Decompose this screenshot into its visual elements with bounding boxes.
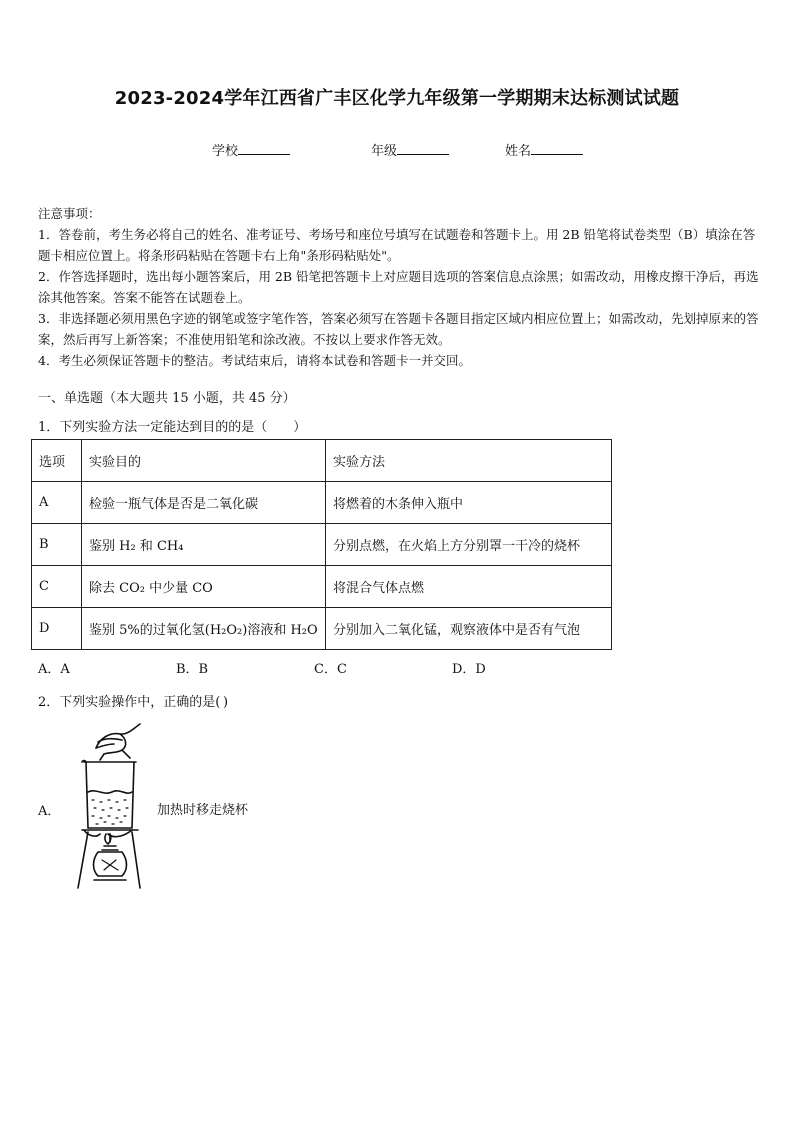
table-cell: 除去 CO₂ 中少量 CO xyxy=(82,566,326,608)
beaker-on-tripod-with-alcohol-lamp-icon xyxy=(74,720,156,896)
name-field xyxy=(505,140,583,159)
note-item: 2．作答选择题时，选出每小题答案后，用 2B 铅笔把答题卡上对应题目选项的答案信息点涂黑；如需改动，用橡皮擦干净后，再选涂其他答案。答案不能答在试题卷上。 xyxy=(38,269,759,305)
choice-d[interactable]: D．D xyxy=(452,662,486,677)
choice-a[interactable]: A．A xyxy=(38,662,70,677)
table-header-row xyxy=(32,440,612,482)
note-item: 3．非选择题必须用黑色字迹的钢笔或签字笔作答，答案必须写在答题卡各题目指定区域内相应位置上；如需改动，先划掉原来的答案，然后再写上新答案；不准使用铅笔和涂改液。不按以上要求作答无效。 xyxy=(38,311,759,347)
section-heading: 一、单选题（本大题共 15 小题，共 45 分） xyxy=(38,391,296,406)
page-title: 2023-2024学年江西省广丰区化学九年级第一学期期末达标测试试题 xyxy=(114,88,680,109)
question-2-stem: 2．下列实验操作中，正确的是( ) xyxy=(38,695,229,710)
table-cell: D xyxy=(32,608,82,650)
table-cell: 分别加入二氧化锰，观察液体中是否有气泡 xyxy=(326,608,612,650)
name-blank[interactable] xyxy=(531,142,583,155)
choice-c[interactable]: C．C xyxy=(314,662,347,677)
exam-notes xyxy=(38,203,760,371)
choice-b[interactable]: B．B xyxy=(176,662,209,677)
table-header-cell: 选项 xyxy=(32,440,82,482)
note-item: 4．考生必须保证答题卡的整洁。考试结束后，请将本试卷和答题卡一并交回。 xyxy=(38,353,471,368)
table-cell: 鉴别 5%的过氧化氢(H₂O₂)溶液和 H₂O xyxy=(82,608,326,650)
table-header-cell: 实验方法 xyxy=(326,440,612,482)
question-2-option-a-caption: 加热时移走烧杯 xyxy=(157,803,249,818)
table-cell: C xyxy=(32,566,82,608)
table-cell: B xyxy=(32,524,82,566)
grade-label: 年级 xyxy=(371,144,398,159)
table-row xyxy=(32,482,612,524)
table-cell: 鉴别 H₂ 和 CH₄ xyxy=(82,524,326,566)
table-row xyxy=(32,608,612,650)
table-row xyxy=(32,566,612,608)
table-row xyxy=(32,524,612,566)
school-blank[interactable] xyxy=(238,142,290,155)
table-cell: 分别点燃，在火焰上方分别罩一干冷的烧杯 xyxy=(326,524,612,566)
question-1-table xyxy=(31,439,612,650)
table-header-cell: 实验目的 xyxy=(82,440,326,482)
notes-heading: 注意事项： xyxy=(38,206,101,221)
question-1-stem: 1．下列实验方法一定能达到目的的是（ ） xyxy=(38,420,307,435)
school-field xyxy=(212,140,290,159)
note-item: 1．答卷前，考生务必将自己的姓名、准考证号、考场号和座位号填写在试题卷和答题卡上。用 2B 铅笔将试卷类型（B）填涂在答题卡相应位置上。将条形码粘贴在答题卡右上角"条形码粘贴处"。 xyxy=(38,227,756,263)
grade-blank[interactable] xyxy=(397,142,449,155)
table-cell: A xyxy=(32,482,82,524)
table-cell: 检验一瓶气体是否是二氧化碳 xyxy=(82,482,326,524)
grade-field xyxy=(371,140,449,159)
table-cell: 将燃着的木条伸入瓶中 xyxy=(326,482,612,524)
table-cell: 将混合气体点燃 xyxy=(326,566,612,608)
name-label: 姓名 xyxy=(505,144,532,159)
question-2-option-a-label[interactable]: A． xyxy=(38,804,61,819)
school-label: 学校 xyxy=(212,144,239,159)
